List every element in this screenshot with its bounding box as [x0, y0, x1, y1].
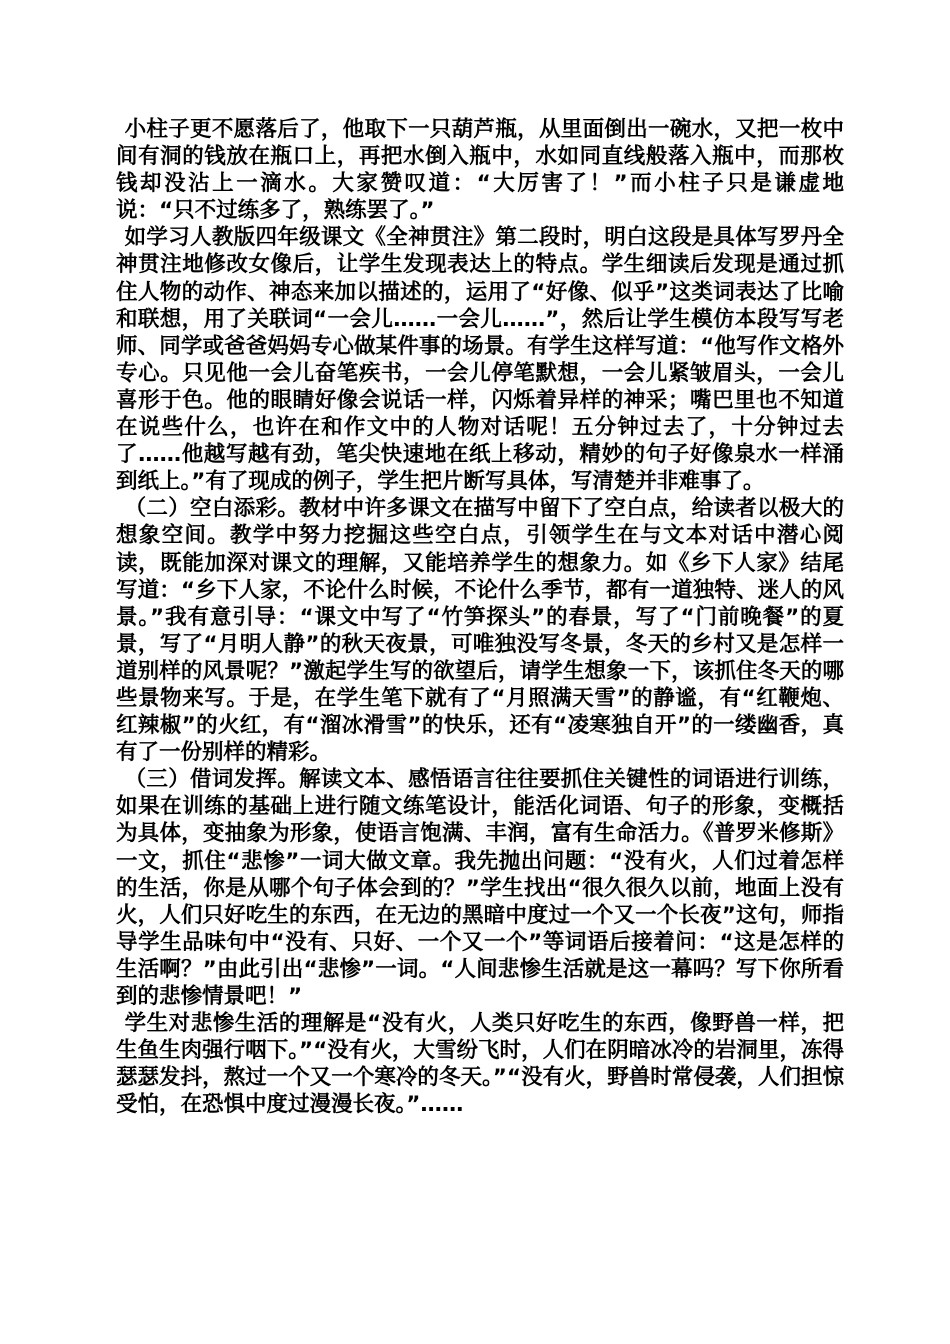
paragraph-story-xiaozhuzi: 小柱子更不愿落后了，他取下一只葫芦瓶，从里面倒出一碗水，又把一枚中间有洞的钱放在瓶口上，再把水倒入瓶中，水如同直线般落入瓶中，而那枚钱却没沾上一滴水。大家赞叹道：“大厉害了！”而小柱子只是谦虚地说：“只不过练多了，熟练罢了。”: [116, 117, 844, 224]
paragraph-student-examples: 学生对悲惨生活的理解是“没有火，人类只好吃生的东西，像野兽一样，把生鱼生肉强行咽下。”“没有火，大雪纷飞时，人们在阴暗冰冷的岩洞里，冻得瑟瑟发抖，熬过一个又一个寒冷的冬天。”“没有火，野兽时常侵袭，人们担惊受怕，在恐惧中度过漫漫长夜。”……: [116, 1011, 844, 1118]
document-page: [116, 116, 844, 1118]
paragraph-kongbai-tiancai: （二）空白添彩。教材中许多课文在描写中留下了空白点，给读者以极大的想象空间。教学中努力挖掘这些空白点，引领学生在与文本对话中潜心阅读，既能加深对课文的理解，又能培养学生的想象力。如《乡下人家》结尾写道：“乡下人家，不论什么时候，不论什么季节，都有一道独特、迷人的风景。”我有意引导：“课文中写了“竹笋探头”的春景，写了“门前晚餐”的夏景，写了“月明人静”的秋天夜景，可唯独没写冬景，冬天的乡村又是怎样一道别样的风景呢？”激起学生写的欲望后，请学生想象一下，该抓住冬天的哪些景物来写。于是，在学生笔下就有了“月照满天雪”的静谧，有“红鞭炮、红辣椒”的火红，有“溜冰滑雪”的快乐，还有“凌寒独自开”的一缕幽香，真有了一份别样的精彩。: [116, 496, 844, 766]
paragraph-jieci-fahui: （三）借词发挥。解读文本、感悟语言往往要抓住关键性的词语进行训练，如果在训练的基础上进行随文练笔设计，能活化词语、句子的形象，变概括为具体，变抽象为形象，使语言饱满、丰润，富有生命活力。《普罗米修斯》一文，抓住“悲惨”一词大做文章。我先抛出问题：“没有火，人们过着怎样的生活，你是从哪个句子体会到的？”学生找出“很久很久以前，地面上没有火，人们只好吃生的东西，在无边的黑暗中度过一个又一个长夜”这句，师指导学生品味句中“没有、只好、一个又一个”等词语后接着问：“这是怎样的生活啊？”由此引出“悲惨”一词。“人间悲惨生活就是这一幕吗？写下你所看到的悲惨情景吧！”: [116, 767, 844, 1009]
paragraph-quanshen-guanzhu: 如学习人教版四年级课文《全神贯注》第二段时，明白这段是具体写罗丹全神贯注地修改女像后，让学生发现表达上的特点。学生细读后发现是通过抓住人物的动作、神态来加以描述的，运用了“好像、似乎”这类词表达了比喻和联想，用了关联词“一会儿……一会儿……”，然后让学生模仿本段写写老师、同学或爸爸妈妈专心做某件事的场景。有学生这样写道：“他写作文格外专心。只见他一会儿奋笔疾书，一会儿停笔默想，一会儿紧皱眉头，一会儿喜形于色。他的眼睛好像会说话一样，闪烁着异样的神采；嘴巴里也不知道在说些什么，也许在和作文中的人物对话呢！五分钟过去了，十分钟过去了……他越写越有劲，笔尖快速地在纸上移动，精妙的句子好像泉水一样涌到纸上。”有了现成的例子，学生把片断写具体，写清楚并非难事了。: [116, 225, 844, 495]
